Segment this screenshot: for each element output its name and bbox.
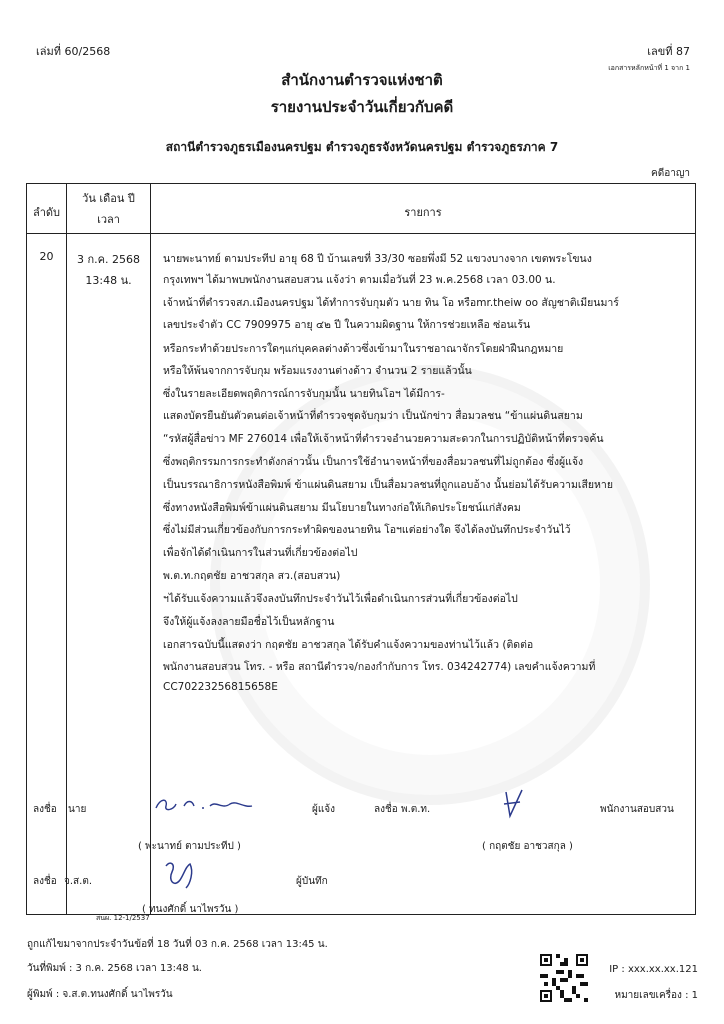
row-time: 13:48 น. [85, 274, 132, 287]
body-line: พนักงานสอบสวน โทร. - หรือ สถานีตำรวจ/กองกำกับการ โทร. 034242774) เลขคำแจ้งความที่ [163, 661, 596, 673]
row-date: 3 ก.ค. 2568 [77, 253, 140, 266]
recorder-prefix: จ.ส.ต. [64, 876, 92, 887]
body-line: หรือกระทำด้วยประการใดๆแก่บุคคลต่างด้าวซึ่งเข้ามาในราชอาณาจักรโดยฝ่าฝืนกฎหมาย [163, 343, 564, 355]
column-header-items: รายการ [404, 206, 442, 219]
page-info: เอกสารหลักหน้าที่ 1 จาก 1 [608, 64, 690, 72]
document-number: เลขที่ 87 [647, 45, 690, 58]
informant-name: ( พะนาทย์ ตามประทีป ) [138, 841, 241, 852]
row-number: 20 [39, 250, 54, 263]
signature-icon [152, 794, 262, 816]
investigator-name: ( กฤตชัย อาชวสกุล ) [482, 841, 573, 852]
recorder-name: ( ทนงศักดิ์ นาไพรวัน ) [142, 904, 239, 915]
body-line: เลขประจำตัว CC 7909975 อายุ ๔๒ ปี ในความผิดฐาน ให้การช่วยเหลือ ซ่อนเร้น [163, 319, 531, 331]
body-line: ฯได้รับแจ้งความแล้วจึงลงบันทึกประจำวันไว้เพื่อดำเนินการส่วนที่เกี่ยวข้องต่อไป [163, 593, 518, 605]
station-name: สถานีตำรวจภูธรเมืองนครปฐม ตำรวจภูธรจังหวัดนครปฐม ตำรวจภูธรภาค 7 [165, 140, 559, 154]
qr-code-icon [540, 954, 588, 1002]
agency-title: สำนักงานตำรวจแห่งชาติ [281, 71, 443, 89]
form-code: สนผ. 12-1/2537 [96, 914, 150, 922]
body-line: จึงให้ผู้แจ้งลงลายมือชื่อไว้เป็นหลักฐาน [163, 616, 335, 628]
sign-label-investigator: ลงชื่อ พ.ต.ท. [374, 804, 431, 815]
body-line: แสดงบัตรยืนยันตัวตนต่อเจ้าหน้าที่ตำรวจชุดจับกุมว่า เป็นนักข่าว สื่อมวลชน “ข้าแผ่นดินสยาม [163, 410, 583, 422]
body-line: เอกสารฉบับนี้แสดงว่า กฤตชัย อาชวสกุล ได้รับคำแจ้งความของท่านไว้แล้ว (ติดต่อ [163, 639, 534, 651]
informant-prefix: นาย [68, 804, 87, 815]
body-line: เจ้าหน้าที่ตำรวจสภ.เมืองนครปฐม ได้ทำการจับกุมตัว นาย ทิน โอ หรือmr.theiw oo สัญชาติเมียนมาร์ [163, 297, 619, 309]
printer-name: ผู้พิมพ์ : จ.ส.ต.ทนงศักดิ์ นาไพรวัน [27, 989, 173, 1000]
copy-note: ถูกแก้ไขมาจากประจำวันข้อที่ 18 วันที่ 03 ก.ค. 2568 เวลา 13:45 น. [27, 939, 328, 950]
case-type: คดีอาญา [651, 168, 690, 179]
investigator-role: พนักงานสอบสวน [600, 804, 674, 815]
column-header-date: วัน เดือน ปี [82, 192, 135, 205]
ip-address: IP : xxx.xx.xx.121 [609, 964, 698, 975]
body-line: เพื่อจักได้ดำเนินการในส่วนที่เกี่ยวข้องต่อไป [163, 547, 358, 559]
machine-number: หมายเลขเครื่อง : 1 [614, 990, 698, 1001]
signature-icon [498, 786, 528, 822]
sign-label-recorder: ลงชื่อ [33, 876, 57, 887]
print-date: วันที่พิมพ์ : 3 ก.ค. 2568 เวลา 13:48 น. [27, 963, 202, 974]
body-line: กรุงเทพฯ ได้มาพบพนักงานสอบสวน แจ้งว่า ตามเมื่อวันที่ 23 พ.ค.2568 เวลา 03.00 น. [163, 274, 556, 286]
body-line: CC70223256815658E [163, 681, 278, 693]
body-line: ซึ่งไม่มีส่วนเกี่ยวข้องกับการกระทำผิดของนายทิน โอฯแต่อย่างใด จึงได้ลงบันทึกประจำวันไว้ [163, 524, 571, 536]
column-header-number: ลำดับ [32, 206, 61, 219]
body-line: หรือให้พ้นจากการจับกุม พร้อมแรงงานต่างด้าว จำนวน 2 รายแล้วนั้น [163, 365, 472, 377]
body-line: พ.ต.ท.กฤตชัย อาชวสกุล สว.(สอบสวน) [163, 570, 341, 582]
body-line: เป็นบรรณาธิการหนังสือพิมพ์ ข้าแผ่นดินสยาม เป็นสื่อมวลชนที่ถูกแอบอ้าง นั้นย่อมได้รับความเสียหาย [163, 479, 613, 491]
book-number: เล่มที่ 60/2568 [36, 45, 111, 58]
report-title: รายงานประจำวันเกี่ยวกับคดี [270, 98, 454, 116]
body-line: “รหัสผู้สื่อข่าว MF 276014 เพื่อให้เจ้าหน้าที่ตำรวจอำนวยความสะดวกในการปฏิบัติหน้าที่ตรวจค้น [163, 433, 604, 445]
body-line: นายพะนาทย์ ตามประทีป อายุ 68 ปี บ้านเลขที่ 33/30 ซอยพึ่งมี 52 แขวงบางจาก เขตพระโขนง [163, 253, 592, 265]
sign-label-informant: ลงชื่อ [33, 804, 57, 815]
body-line: ซึ่งพฤติกรรมการกระทำดังกล่าวนั้น เป็นการใช้อำนาจหน้าที่ของสื่อมวลชนที่ไม่ถูกต้อง ซึ่งผู้แจ้ง [163, 456, 584, 468]
recorder-role: ผู้บันทึก [296, 876, 328, 887]
signature-icon [160, 858, 200, 894]
column-header-time: เวลา [97, 213, 120, 226]
informant-role: ผู้แจ้ง [312, 804, 336, 815]
body-line: ซึ่งทางหนังสือพิมพ์ข้าแผ่นดินสยาม มีนโยบายในทางก่อให้เกิดประโยชน์แก่สังคม [163, 502, 521, 514]
body-line: ซึ่งในรายละเอียดพฤติการณ์การจับกุมนั้น นายทินโอฯ ได้มีการ- [163, 388, 445, 400]
